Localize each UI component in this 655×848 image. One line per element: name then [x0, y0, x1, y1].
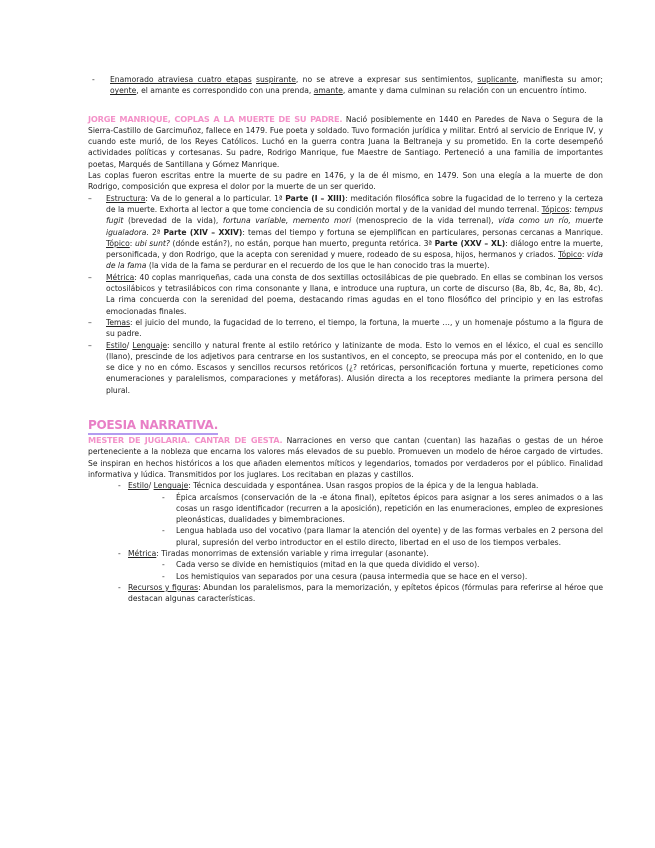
poesia-narrativa-heading: POESIA NARRATIVA. [88, 418, 218, 435]
manrique-heading: JORGE MANRIQUE, COPLAS A LA MUERTE DE SU PADRE. [88, 113, 343, 124]
topico-tempus-fugit: tempus fugit [106, 204, 603, 226]
metrica-list-item [88, 272, 603, 317]
metrica-sub-item-cesura: - Los hemistiquios van separados por una cesura (pausa intermedia que se hace en el verso). [88, 571, 603, 582]
estilo-separator: / [148, 481, 154, 491]
estructura-text: . 2ª [146, 227, 164, 237]
mester-paragraph [88, 435, 603, 480]
intro-list-item [88, 74, 603, 97]
estructura-text: : Va de lo general a lo particular. 1ª [145, 193, 286, 203]
mester-intro: Narraciones en verso que cantan (cuentan) las hazañas o gestas de un héroe perteneciente a la nobleza que encarna los valores más elevados de su pueblo. Promueven un modelo de héroe cargado de virtudes. Se inspiran en hechos históricos a los que añaden elementos míticos y legendarios, tomados por verdaderos por el público. Finalidad informativa y lúdica. Transmitidos por los juglares. Los recitaban en plazas y castillos. [88, 436, 603, 479]
temas-list-item [88, 317, 603, 340]
metrica-sub-item-hemistiquios: - Cada verso se divide en hemistiquios (mitad en la que queda dividido el verso). [88, 559, 603, 570]
estructura-label: Estructura [106, 193, 146, 203]
intro-word-oyente: oyente [110, 86, 137, 96]
temas-label: Temas [106, 317, 131, 327]
metrica-text: : Tiradas monorrimas de extensión variable y rima irregular (asonante). [156, 548, 429, 558]
manrique-bio-paragraph [88, 114, 603, 170]
mester-subheading: MESTER DE JUGLARIA. CANTAR DE GESTA. [88, 435, 283, 446]
intro-text: , el amante es correspondido con una prenda, [136, 86, 312, 96]
estructura-text: : meditación filosófica sobre la fugacidad de lo terreno y la certeza de la muerte. Exhorta al lector a que tome conciencia de su condición mortal y de la vanidad del mundo terrenal. [106, 193, 603, 214]
topicos-label: Tópicos [541, 204, 570, 214]
topico-label: Tópico [558, 250, 582, 260]
temas-text: : el juicio del mundo, la fugacidad de lo terreno, el tiempo, la fortuna, la muerte …, y un homenaje póstumo a la figura de su padre. [106, 317, 603, 339]
manrique-coplas-paragraph: Las coplas fueron escritas entre la muerte de su padre en 1476, y la de él mismo, en 1479. Son una elegía a la muerte de don Rodrigo, composición que expresa el dolor por la muerte de un ser querido. [88, 171, 603, 192]
estructura-text: (la vida de la fama se perdurar en el recuerdo de los que le han conocido tras la muerte). [146, 261, 490, 271]
lenguaje-label: Lenguaje [132, 340, 168, 350]
narrativa-recursos-item [88, 582, 603, 605]
topico-label: Tópico [106, 238, 130, 248]
estilo-sub-item-epica: - Épica arcaísmos (conservación de la -e átona final), epítetos épicos para asignar a los seres animados o a las cosas un rasgo identificador (recurren a la aposición), repetición en las enumeraciones, empleo de expresiones pleonásticas, dualidades y bimembraciones. [88, 492, 603, 526]
estructura-text: (brevedad de la vida), [123, 216, 223, 226]
estructura-part-1: Parte (I – XIII) [285, 193, 346, 203]
intro-word-suplicante: suplicante [477, 75, 517, 84]
narrativa-metrica-item [88, 548, 603, 559]
topico-vida-rio: vida como un río, muerte igualadora [106, 216, 604, 237]
lenguaje-label: Lenguaje [153, 481, 189, 491]
metrica-label: Métrica [128, 548, 157, 558]
topico-vida-fama: vida de la fama [106, 250, 603, 271]
topico-ubi-sunt: ubi sunt? [134, 238, 170, 248]
estructura-text: (dónde están?), no están, porque han muerto, pregunta retórica. 3ª [169, 238, 435, 248]
estilo-sub-item-lengua: - Lengua hablada uso del vocativo (para llamar la atención del oyente) y de las formas verbales en 2 persona del plural, supresión del verbo introductor en el estilo directo, libertad en el uso de los tiempos verbales. [88, 525, 603, 548]
topico-fortuna: fortuna variable, memento mori [222, 216, 352, 226]
intro-text: , amante y dama culminan su relación con un encuentro íntimo. [342, 86, 587, 96]
metrica-text: : 40 coplas manriqueñas, cada una consta de dos sextillas octosilábicas de pie quebrado. En ellas se combinan los versos octosilábicos y tetrasilábicos con rima consonante y llana, e introduce una ruptura, un corte de discurso (8a, 8b, 4c, 8a, 8b, 4c). La rima concuerda con la serenidad del poema, destacando rimas agudas en el tono filosófico del principio y en las estrofas emocionadas finales. [106, 272, 603, 316]
estructura-part-3: Parte (XXV – XL) [434, 238, 506, 248]
estructura-text: (menosprecio de la vida terrenal), [351, 216, 499, 226]
recursos-text: : Abundan los paralelismos, para la memorización, y epítetos épicos (fórmulas para referirse al héroe que destacan algunas características. [128, 582, 603, 604]
intro-text: , no se atreve a expresar sus sentimientos, [295, 75, 474, 84]
estilo-text: : Técnica descuidada y espontánea. Usan rasgos propios de la épica y de la lengua hablada. [188, 481, 539, 491]
intro-word-amante: amante [313, 86, 343, 96]
estilo-separator: / [126, 340, 133, 350]
estilo-label: Estilo [106, 340, 127, 350]
estilo-label: Estilo [128, 481, 149, 491]
intro-word-suspirante: suspirante [256, 75, 296, 84]
intro-label: Enamorado atraviesa cuatro etapas [110, 75, 252, 84]
estilo-text: : sencillo y natural frente al estilo retórico y latinizante de moda. Esto lo vemos en el léxico, el cual es sencillo (llano), prescinde de los adjetivos para centrarse en los sustantivos, en el concepto, se preocupa más por el contenido, en lo que se dice y no en cómo. Escasos y sencillos recursos retóricos (¿? retóricas, personificación fortuna y muerte, repeticiones como enumeraciones y paralelismos, comparaciones y metáforas). Alusión directa a los receptores mediante la primera persona del plural. [106, 340, 603, 395]
narrativa-estilo-item [88, 480, 603, 491]
manrique-bio: Nació posiblemente en 1440 en Paredes de Nava o Segura de la Sierra-Castillo de Garcimuñoz, fallece en 1479. Fue poeta y soldado. Tuvo formación jurídica y militar. Entró al servicio de Enrique IV, y cuando este murió, de los Reyes Católicos. Luchó en la guerra contra Juana la Beltraneja y su prometido. En la corte desempeñó actividades políticas y cortesanas. Su padre, Rodrigo Manrique, fue Maestre de Santiago. Perteneció a una familia de importantes poetas, Marqués de Santillana y Gómez Manrique. [88, 114, 603, 169]
metrica-label: Métrica [106, 272, 135, 282]
estilo-list-item [88, 340, 603, 396]
estructura-text: : diálogo entre la muerte, personificada, y don Rodrigo, que la acepta con serenidad y muere, rodeado de su esposa, hijos, hermanos y criados. [106, 238, 604, 260]
estructura-part-2: Parte (XIV – XXIV) [163, 227, 243, 237]
estructura-list-item: – Estructura: Va de lo general a lo particular. 1ª Parte (I – XIII): meditación filosófica sobre la fugacidad de lo terreno y la certeza de la muerte. Exhorta al lector a que tome conciencia de su condición mortal y de la vanidad del mundo terrenal. Tópicos: tempus fugit (brevedad de la vida), fortuna variable, memento mori (menosprecio de la vida terrenal), vida como un río, muerte igualadora. 2ª Parte (XIV – XXIV): temas del tiempo y fortuna se ejemplifican en particulares, personas cercanas a Manrique. Tópico: ubi sunt? (dónde están?), no están, porque han muerto, pregunta retórica. 3ª Parte (XXV – XL): diálogo entre la muerte, personificada, y don Rodrigo, que la acepta con serenidad y muere, rodeado de su esposa, hijos, hermanos y criados. Tópico: vida de la fama (la vida de la fama se perdurar en el recuerdo de los que le han conocido tras la muerte). [88, 193, 603, 272]
estructura-text: : temas del tiempo y fortuna se ejemplifican en particulares, personas cercanas a Manrique. [242, 227, 604, 237]
recursos-label: Recursos y figuras [128, 582, 199, 592]
intro-text: , manifiesta su amor; [516, 75, 603, 84]
